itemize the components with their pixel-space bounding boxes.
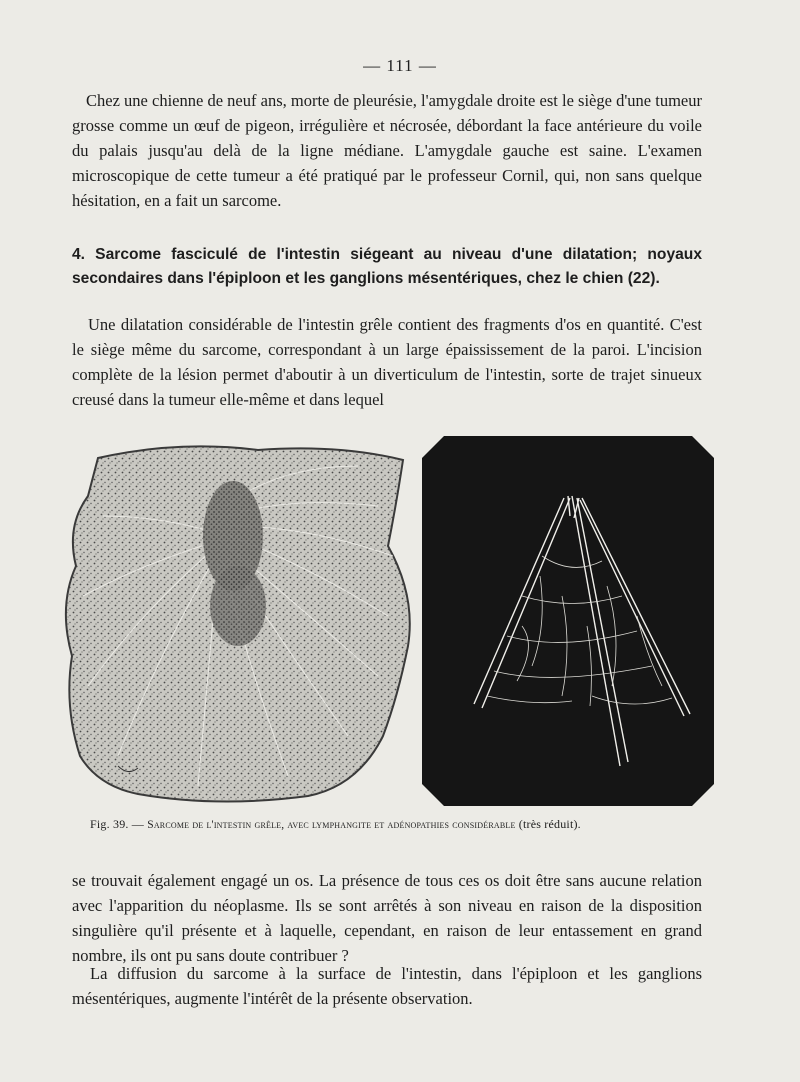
paragraph-2: Une dilatation considérable de l'intestin grêle contient des fragments d'os en quantité. C'est le siège même du sarcome, correspondant à un large épaississement de la paroi. L'incision complète de la lésion permet d'aboutir à un diverticulum de l'intestin, sorte de trajet sinueux creusé dans la tumeur elle-même et dans lequel: [72, 315, 702, 409]
intestine-specimen-illustration: [58, 436, 420, 806]
paragraph-4: La diffusion du sarcome à la surface de l'intestin, dans l'épiploon et les ganglions mésentériques, augmente l'intérêt de la présente observation.: [72, 964, 702, 1008]
paragraph-1: Chez une chienne de neuf ans, morte de pleurésie, l'amygdale droite est le siège d'une tumeur grosse comme un œuf de pigeon, irrégulière et nécrosée, débordant la face antérieure du voile du palais jusqu'au delà de la ligne médiane. L'amygdale gauche est saine. L'examen microscopique de cette tumeur a été pratiqué par le professeur Cornil, qui, non sans quelque hésitation, en a fait un sarcome.: [72, 91, 702, 210]
section-heading: 4. Sarcome fasciculé de l'intestin siégeant au niveau d'une dilatation; noyaux secondaires dans l'épiploon et les ganglions mésentériques, chez le chien (22).: [72, 246, 702, 287]
paragraph-3: se trouvait également engagé un os. La présence de tous ces os doit être sans aucune relation avec l'apparition du néoplasme. Ils se sont arrêtés à son niveau en raison de la disposition singulière qu'il présente et à laquelle, cependant, en raison de leur entassement en grand nombre, ils ont pu sans doute contribuer ?: [72, 871, 702, 965]
page-number: — 111 —: [363, 56, 437, 75]
caption-note: (très réduit).: [518, 817, 581, 831]
lymphangitis-plate-illustration: [422, 436, 714, 806]
caption-title: Sarcome de l'intestin grêle, avec lymphangite et adénopathies considérable: [147, 819, 516, 831]
figure-caption: [90, 817, 710, 832]
caption-label: Fig. 39. —: [90, 817, 145, 831]
